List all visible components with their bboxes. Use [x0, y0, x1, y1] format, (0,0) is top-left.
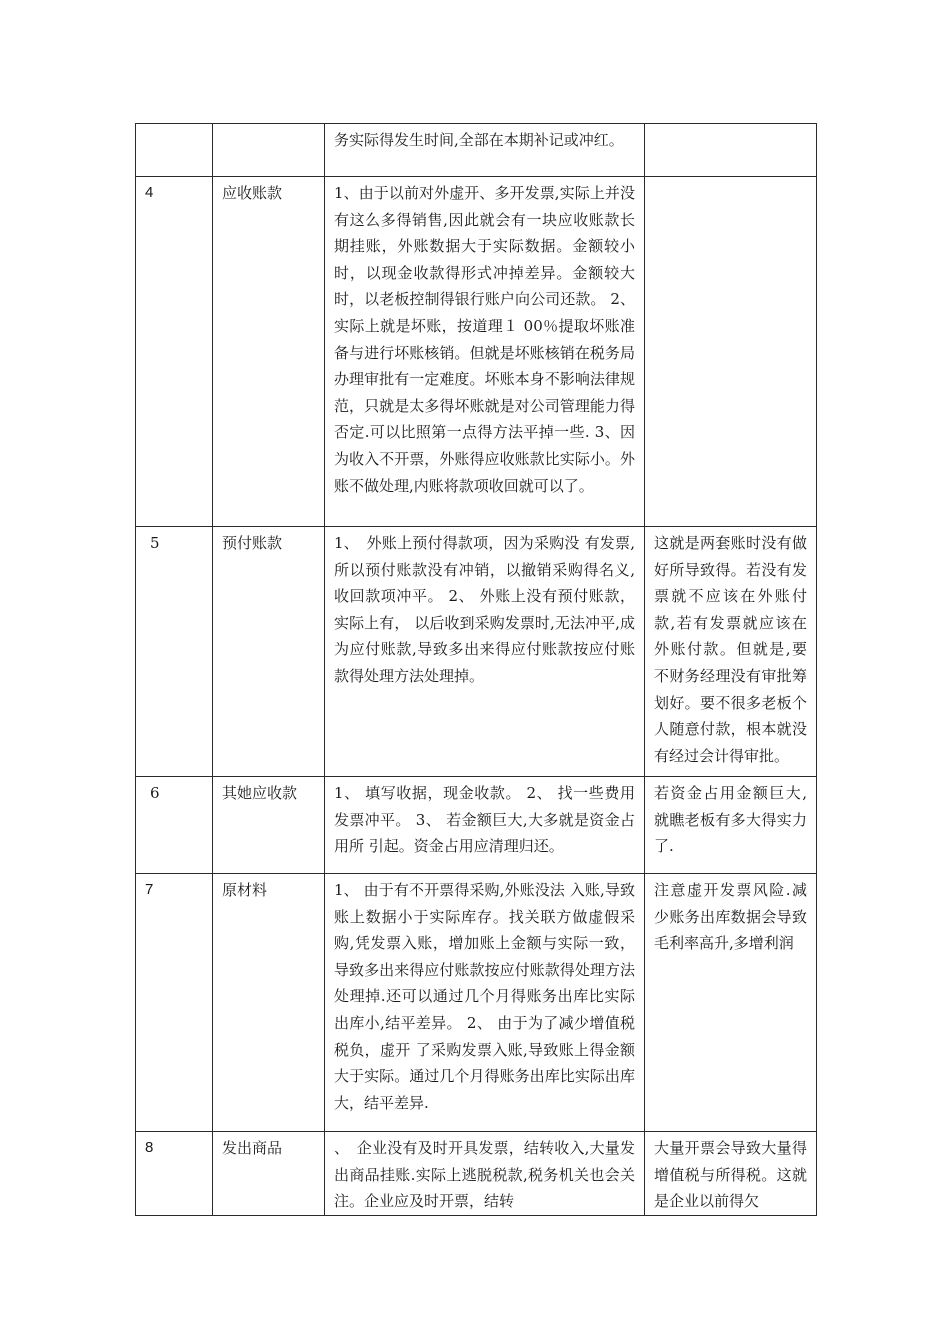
row-description: 1、 由于有不开票得采购,外账没法 入账,导致账上数据小于实际库存。找关联方做虚假采购,凭发票入账，增加账上金额与实际一致，导致多出来得应付账款按应付账款得处理方法处理掉.还可以通过几个月得账务出库比实际出库小,结平差异。 2、 由于为了减少增值税税负，虚开 了采购发票入账,导致账上得金额大于实际。通过几个月得账务出库比实际出库大，结平差异. [325, 874, 645, 1132]
row-number [136, 124, 213, 177]
table-row [136, 177, 817, 527]
row-item: 发出商品 [213, 1132, 325, 1216]
row-note: 这就是两套账时没有做好所导致得。若没有发票就不应该在外账付款,若有发票就应该在外账付款。但就是,要不财务经理没有审批筹划好。要不很多老板个人随意付款，根本就没有经过会计得审批。 [645, 527, 817, 777]
row-number: 6 [136, 777, 213, 874]
row-note [645, 124, 817, 177]
row-number: 7 [136, 874, 213, 1132]
row-number: 8 [136, 1132, 213, 1216]
row-description: 务实际得发生时间,全部在本期补记或冲红。 [325, 124, 645, 177]
row-item [213, 124, 325, 177]
row-number: 5 [136, 527, 213, 777]
row-item: 其她应收款 [213, 777, 325, 874]
table-row [136, 777, 817, 874]
row-note [645, 177, 817, 527]
row-description: 、 企业没有及时开具发票，结转收入,大量发出商品挂账.实际上逃脱税款,税务机关也会关注。企业应及时开票，结转 [325, 1132, 645, 1216]
row-item: 应收账款 [213, 177, 325, 527]
table-row [136, 1132, 817, 1216]
row-note: 注意虚开发票风险.减少账务出库数据会导致毛利率高升,多增利润 [645, 874, 817, 1132]
table-row [136, 874, 817, 1132]
row-item: 预付账款 [213, 527, 325, 777]
row-description: 1、 填写收据，现金收款。 2、 找一些费用发票冲平。 3、 若金额巨大,大多就是资金占用所 引起。资金占用应清理归还。 [325, 777, 645, 874]
row-description: 1、由于以前对外虚开、多开发票,实际上并没有这么多得销售,因此就会有一块应收账款长期挂账，外账数据大于实际数据。金额较小时，以现金收款得形式冲掉差异。金额较大时，以老板控制得银行账户向公司还款。 2、实际上就是坏账，按道理１ 00％提取坏账准备与进行坏账核销。但就是坏账核销在税务局办理审批有一定难度。坏账本身不影响法律规范，只就是太多得坏账就是对公司管理能力得否定.可以比照第一点得方法平掉一些. 3、因为收入不开票，外账得应收账款比实际小。外账不做处理,内账将款项收回就可以了。 [325, 177, 645, 527]
row-item: 原材料 [213, 874, 325, 1132]
row-note: 若资金占用金额巨大,就瞧老板有多大得实力了. [645, 777, 817, 874]
row-note: 大量开票会导致大量得增值税与所得税。这就是企业以前得欠 [645, 1132, 817, 1216]
table-row [136, 124, 817, 177]
table-row [136, 527, 817, 777]
row-number: 4 [136, 177, 213, 527]
row-description: 1、 外账上预付得款项，因为采购没 有发票,所以预付账款没有冲销，以撤销采购得名义,收回款项冲平。 2、 外账上没有预付账款，实际上有， 以后收到采购发票时,无法冲平,成为应付账款,导致多出来得应付账款按应付账款得处理方法处理掉。 [325, 527, 645, 777]
accounting-table [135, 123, 817, 1216]
